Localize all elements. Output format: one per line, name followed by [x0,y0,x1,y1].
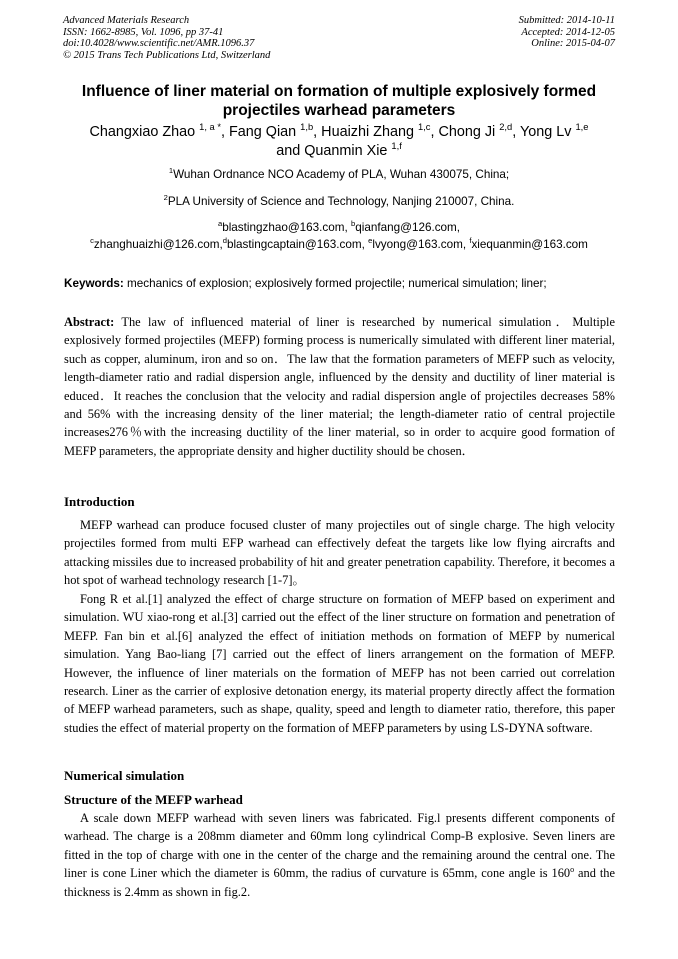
subsection-heading-structure: Structure of the MEFP warhead [64,792,243,807]
affiliation-1 [40,168,638,182]
email-mark: d [222,236,227,246]
email-link[interactable]: blastingcaptain@163.com, [226,238,369,251]
title-line-2: projectiles warhead parameters [222,102,456,119]
author-affiliation-mark: 2,d [499,122,513,133]
section-heading-numerical-simulation: Numerical simulation [64,768,185,783]
keywords [64,277,620,291]
abstract [64,313,615,460]
author-list [40,123,638,160]
journal-name: Advanced Materials Research [63,15,190,26]
affiliation-text: Wuhan Ordnance NCO Academy of PLA, Wuhan 430075, China; [173,168,510,181]
email-link[interactable]: zhanghuaizhi@126.com, [93,238,223,251]
email-link[interactable]: blastingzhao@163.com, [222,221,352,234]
author-name: Changxiao Zhao [89,124,196,140]
doi-line[interactable]: doi:10.4028/www.scientific.net/AMR.1096.37 [63,38,255,50]
copyright-line: © 2015 Trans Tech Publications Ltd, Switzerland [63,49,271,61]
authors-line-1 [40,123,638,142]
email-mark: c [90,236,94,246]
author-separator: , [313,124,322,140]
affiliation-number: 2 [163,193,168,203]
author-affiliation-mark: 1,f [391,140,402,151]
intro-paragraph-1: MEFP warhead can produce focused cluster of many projectiles out of single charge. The high velocity projectiles formed from multi EFP warhead can effectively defeat the targets like low flying aircrafts and attacking missiles due to increased probability of hit and greater penetration capability. Therefore, it becomes a hot spot of warhead technology research [1-7]。 [64,518,615,588]
degree-mark: o [570,865,575,875]
accepted-date: Accepted: 2014-12-05 [521,26,615,38]
abstract-text: The law of influenced material of liner is researched by numerical simulation．Multiple explosively formed projectiles (MEFP) forming process is numerically simulated with different liner material, such as copper, aluminum, iron and so on．The law that the formation parameters of MEFP such as velocity, length-diameter ratio and radial dispersion angle, influenced by the density and ductility of liner material is educed．It reaches the conclusion that the velocity and radial dispersion angle of projectiles decreases 58% and 56% with the increasing density of the liner material; the length-diameter ratio of central projectile increases276％with the increasing ductility of the liner material, so in order to acquire good formation of MEFP parameters, the appropriate density and higher ductility should be chosen． [64,315,615,458]
emails-line-2 [40,238,638,252]
authors-line-2 [40,142,638,161]
author-affiliation-mark: 1,e [575,122,589,133]
structure-text: A scale down MEFP warhead with seven liners was fabricated. Fig.l presents different components of warhead. The charge is a 208mm diameter and 60mm long cylindrical Comp-B explosive. Seven liners are fitted in the top of charge with one in the center of the charge and the remaining around the central one. The liner is cone Liner which the diameter is 60mm, the radius of curvature is 65mm, cone angle is 160 [64,811,615,881]
intro-paragraph-2: Fong R et al.[1] analyzed the effect of charge structure on formation of MEFP based on experiment and simulation. WU xiao-rong et al.[3] carried out the effect of the liner structure on formation and penetration of MEFP. Fan bin et al.[6] analyzed the effect of initiation methods on formation of MEFP by numerical simulation. Yang Bao-liang [7] carried out the effect of liners arrangement on the formation of MEFP. However, the influence of liner materials on the formation of MEFP has not been carried out correlation research. Liner as the carrier of explosive detonation energy, its material property directly affect the formation of MEFP warhead parameters, such as shape, quality, speed and length to diameter ratio, therefore, this paper studies the effect of material property on the formation of MEFP parameters by using LS-DYNA software. [64,592,615,735]
author-name: Huaizhi Zhang [321,124,414,140]
structure-text-end: and the thickness is 2.4mm as shown in fig.2. [64,866,615,899]
abstract-label: Abstract: [64,315,115,329]
author-separator: , [220,124,229,140]
author-name: Chong Ji [438,124,496,140]
email-link[interactable]: qianfang@126.com, [355,221,461,234]
author-separator: , [430,124,439,140]
author-separator: , [512,124,520,140]
author-affiliation-mark: 1,b [300,122,314,133]
author-affiliation-mark: 1,c [417,122,431,133]
email-mark: b [351,219,356,229]
keywords-text: mechanics of explosion; explosively formed projectile; numerical simulation; liner; [123,277,547,290]
submission-dates [519,15,615,50]
author-name: Fang Qian [228,124,297,140]
keywords-label: Keywords: [64,277,124,290]
title-line-1: Influence of liner material on formation of multiple explosively formed [81,83,597,100]
author-name: and Quanmin Xie [276,142,388,159]
email-mark: f [469,236,472,246]
online-date: Online: 2015-04-07 [531,38,615,50]
structure-paragraph-1 [64,809,615,901]
paper-title [40,82,638,120]
author-affiliation-mark: 1, a * [199,122,221,133]
affiliation-2 [40,195,638,209]
submitted-date: Submitted: 2014-10-11 [518,15,615,26]
affiliation-text: PLA University of Science and Technology, Nanjing 210007, China. [167,195,515,208]
emails-line-1 [40,221,638,235]
email-link[interactable]: xiequanmin@163.com [471,238,588,251]
journal-info [63,15,270,61]
author-name: Yong Lv [519,124,572,140]
affiliation-number: 1 [168,166,174,176]
email-link[interactable]: lvyong@163.com, [372,238,470,251]
email-mark: a [217,219,223,229]
section-heading-introduction: Introduction [64,494,135,509]
issn-line: ISSN: 1662-8985, Vol. 1096, pp 37-41 [63,26,224,38]
email-mark: e [368,236,373,246]
